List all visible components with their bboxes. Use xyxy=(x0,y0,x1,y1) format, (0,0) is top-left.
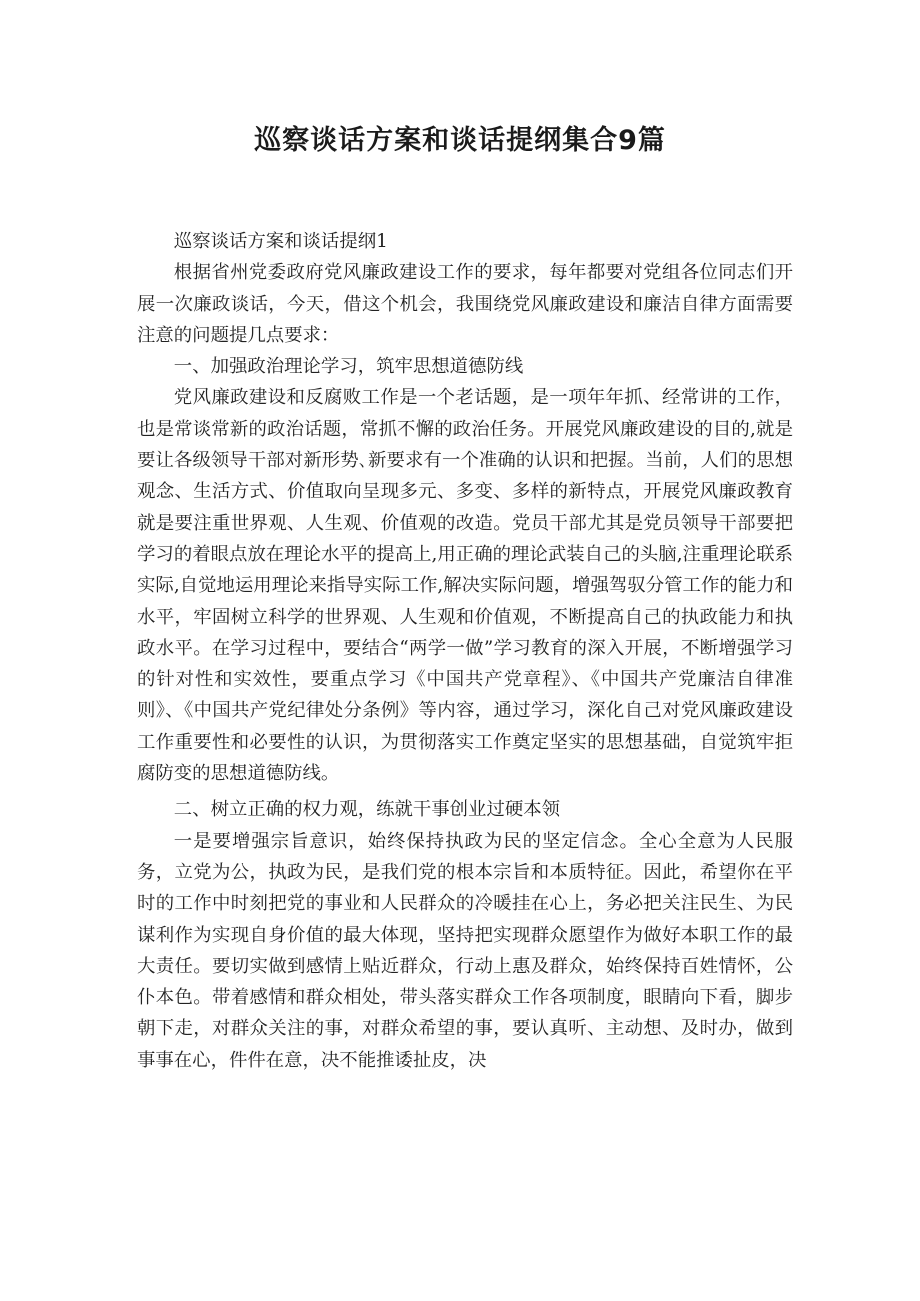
document-title: 巡察谈话方案和谈话提纲集合9篇 xyxy=(254,125,666,156)
section-heading: 巡察谈话方案和谈话提纲1 xyxy=(173,231,388,252)
body-paragraph: 根据省州党委政府党风廉政建设工作的要求，每年都要对党组各位同志们开展一次廉政谈话，今天，借这个机会，我围绕党风廉政建设和廉洁自律方面需要注意的问题提几点要求： xyxy=(137,262,793,346)
document-body xyxy=(137,226,793,1076)
section-heading: 一、加强政治理论学习，筑牢思想道德防线 xyxy=(173,356,524,378)
body-paragraph: 党风廉政建设和反腐败工作是一个老话题，是一项年年抓、经常讲的工作，也是常谈常新的政治话题，常抓不懈的政治任务。开展党风廉政建设的目的,就是要让各级领导干部对新形势､新要求有一个准确的认识和把握。当前，人们的思想观念、生活方式、价值取向呈现多元、多变、多样的新特点，开展党风廉政教育就是要注重世界观、人生观、价值观的改造。党员干部尤其是党员领导干部要把学习的着眼点放在理论水平的提高上,用正确的理论武装自己的头脑,注重理论联系实际,自觉地运用理论来指导实际工作,解决实际问题，增强驾驭分管工作的能力和水平，牢固树立科学的世界观、人生观和价值观，不断提高自己的执政能力和执政水平。在学习过程中，要结合“两学一做”学习教育的深入开展，不断增强学习的针对性和实效性，要重点学习《中国共产党章程》、《中国共产党廉洁自律准则》、《中国共产党纪律处分条例》等内容，通过学习，深化自己对党风廉政建设工作重要性和必要性的认识，为贯彻落实工作奠定坚实的思想基础，自觉筑牢拒腐防变的思想道德防线。 xyxy=(137,387,793,785)
body-paragraph: 一是要增强宗旨意识，始终保持执政为民的坚定信念。全心全意为人民服务，立党为公，执政为民，是我们党的根本宗旨和本质特征。因此，希望你在平时的工作中时刻把党的事业和人民群众的冷暖挂在心上，务必把关注民生、为民谋利作为实现自身价值的最大体现，坚持把实现群众愿望作为做好本职工作的最大责任。要切实做到感情上贴近群众，行动上惠及群众，始终保持百姓情怀，公仆本色。带着感情和群众相处，带头落实群众工作各项制度，眼睛向下看，脚步朝下走，对群众关注的事，对群众希望的事，要认真听、主动想、及时办，做到事事在心，件件在意，决不能推诿扯皮，决 xyxy=(137,830,793,1071)
section-heading: 二、树立正确的权力观，练就干事创业过硬本领 xyxy=(173,799,561,821)
